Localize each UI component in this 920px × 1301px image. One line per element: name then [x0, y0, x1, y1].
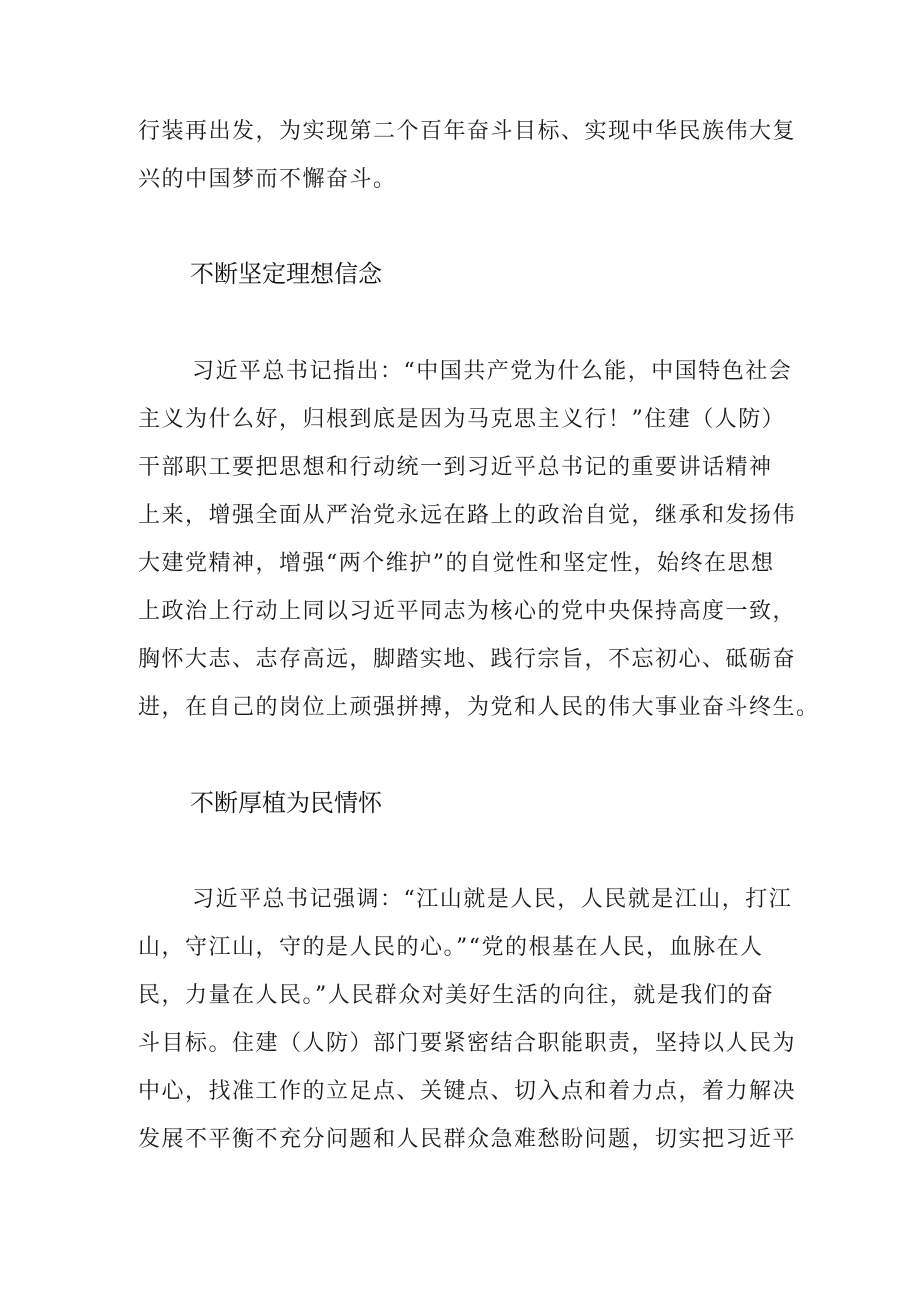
paragraph-line: 中心，找准工作的立足点、关键点、切入点和着力点，着力解决 [138, 1079, 797, 1104]
paragraph-line: 胸怀大志、志存高远，脚踏实地、践行宗旨，不忘初心、砥砺奋 [138, 647, 797, 672]
paragraph-line: 习近平总书记强调：“江山就是人民，人民就是江山，打江 [192, 887, 793, 912]
paragraph-line: 山，守江山，守的是人民的心。”“党的根基在人民，血脉在人 [138, 935, 764, 960]
paragraph-line: 干部职工要把思想和行动统一到习近平总书记的重要讲话精神 [138, 455, 773, 480]
paragraph-line: 进，在自己的岗位上顽强拼搏，为党和人民的伟大事业奋斗终生。 [138, 695, 820, 720]
section-heading-ideals: 不断坚定理想信念 [190, 260, 382, 288]
section-heading-people: 不断厚植为民情怀 [190, 789, 382, 817]
intro-line: 行装再出发，为实现第二个百年奋斗目标、实现中华民族伟大复 [138, 119, 797, 144]
paragraph-line: 上来，增强全面从严治党永远在路上的政治自觉，继承和发扬伟 [138, 503, 797, 528]
paragraph-line: 主义为什么好，归根到底是因为马克思主义行！”住建（人防） [138, 407, 786, 432]
intro-line: 兴的中国梦而不懈奋斗。 [138, 167, 397, 192]
paragraph-line: 发展不平衡不充分问题和人民群众急难愁盼问题，切实把习近平 [138, 1127, 797, 1152]
paragraph-line: 上政治上行动上同以习近平同志为核心的党中央保持高度一致， [138, 599, 797, 624]
paragraph-line: 习近平总书记指出：“中国共产党为什么能，中国特色社会 [192, 359, 793, 384]
paragraph-line: 民，力量在人民。”人民群众对美好生活的向往，就是我们的奋 [138, 983, 775, 1008]
paragraph-line: 斗目标。住建（人防）部门要紧密结合职能职责，坚持以人民为 [138, 1031, 797, 1056]
paragraph-line: 大建党精神，增强“两个维护”的自觉性和坚定性，始终在思想 [138, 551, 775, 576]
